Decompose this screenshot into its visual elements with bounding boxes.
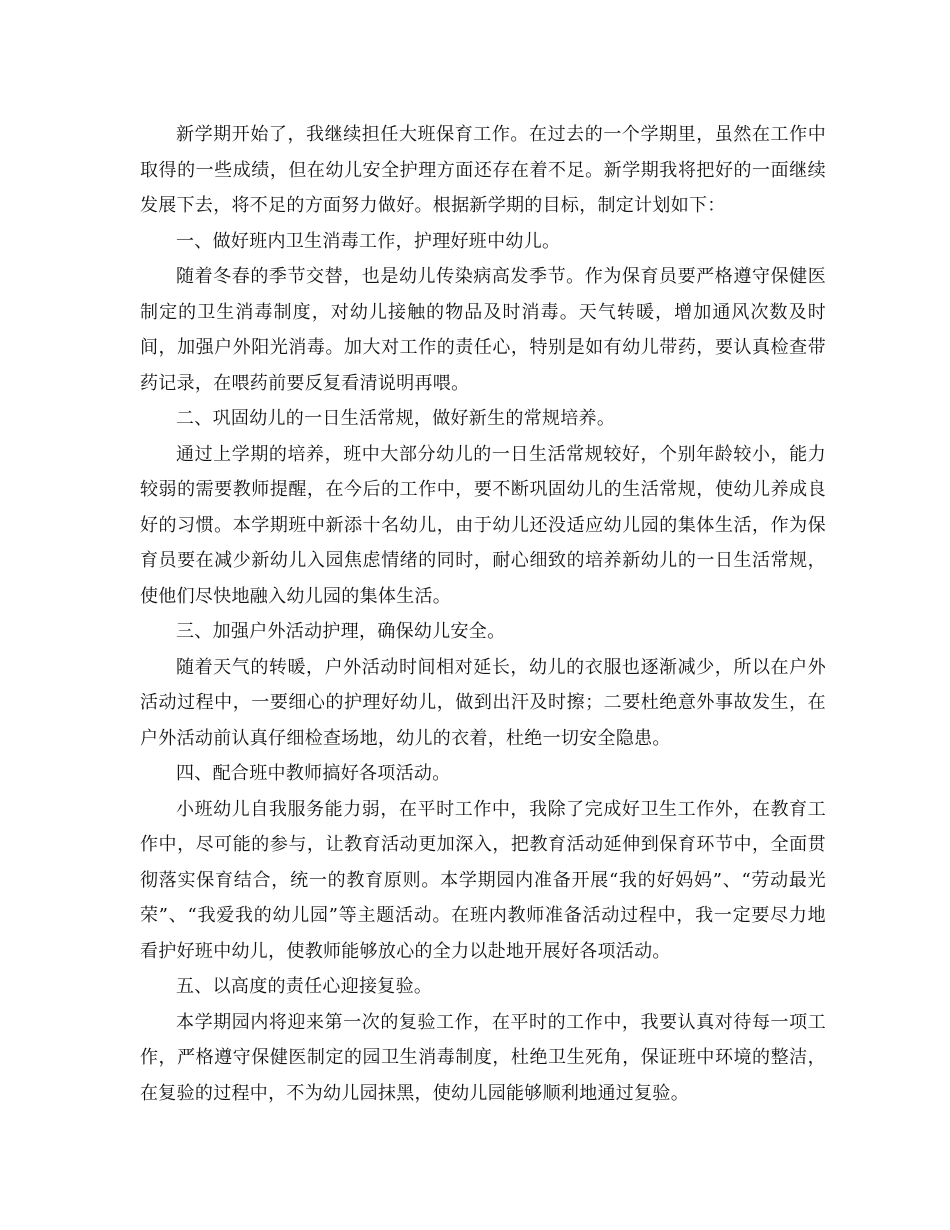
section-heading-2: 二、巩固幼儿的一日生活常规，做好新生的常规培养。 (176, 408, 616, 429)
section-body-5: 本学期园内将迎来第一次的复验工作，在平时的工作中，我要认真对待每一项工作，严格遵守保健医制定的园卫生消毒制度，杜绝卫生死角，保证班中环境的整洁，在复验的过程中，不为幼儿园抹黑，使幼儿园能够顺利地通过复验。 (140, 1011, 826, 1104)
section-heading-5: 五、以高度的责任心迎接复验。 (176, 976, 433, 997)
section-heading-1: 一、做好班内卫生消毒工作，护理好班中幼儿。 (176, 230, 561, 252)
document-body (140, 117, 826, 1111)
section-body-2: 通过上学期的培养，班中大部分幼儿的一日生活常规较好，个别年龄较小，能力较弱的需要教师提醒，在今后的工作中，要不断巩固幼儿的生活常规，使幼儿养成良好的习惯。本学期班中新添十名幼儿，由于幼儿还没适应幼儿园的集体生活，作为保育员要在减少新幼儿入园焦虑情绪的同时，耐心细致的培养新幼儿的一日生活常规，使他们尽快地融入幼儿园的集体生活。 (140, 443, 826, 607)
section-heading-3: 三、加强户外活动护理，确保幼儿安全。 (176, 621, 506, 642)
section-body-3: 随着天气的转暖，户外活动时间相对延长，幼儿的衣服也逐渐减少，所以在户外活动过程中，一要细心的护理好幼儿，做到出汗及时擦；二要杜绝意外事故发生，在户外活动前认真仔细检查场地，幼儿的衣着，杜绝一切安全隐患。 (140, 656, 826, 749)
section-heading-4: 四、配合班中教师搞好各项活动。 (176, 763, 451, 784)
section-body-4: 小班幼儿自我服务能力弱，在平时工作中，我除了完成好卫生工作外，在教育工作中，尽可能的参与，让教育活动更加深入，把教育活动延伸到保育环节中，全面贯彻落实保育结合，统一的教育原则。本学期园内准备开展“我的好妈妈”、“劳动最光荣”、“我爱我的幼儿园”等主题活动。在班内教师准备活动过程中，我一定要尽力地看护好班中幼儿，使教师能够放心的全力以赴地开展好各项活动。 (140, 798, 826, 962)
section-body-1: 随着冬春的季节交替，也是幼儿传染病高发季节。作为保育员要严格遵守保健医制定的卫生消毒制度，对幼儿接触的物品及时消毒。天气转暖，增加通风次数及时间，加强户外阳光消毒。加大对工作的责任心，特别是如有幼儿带药，要认真检查带药记录，在喂药前要反复看清说明再喂。 (140, 266, 826, 394)
intro-paragraph: 新学期开始了，我继续担任大班保育工作。在过去的一个学期里，虽然在工作中取得的一些成绩，但在幼儿安全护理方面还存在着不足。新学期我将把好的一面继续发展下去，将不足的方面努力做好。根据新学期的目标，制定计划如下： (140, 124, 826, 216)
